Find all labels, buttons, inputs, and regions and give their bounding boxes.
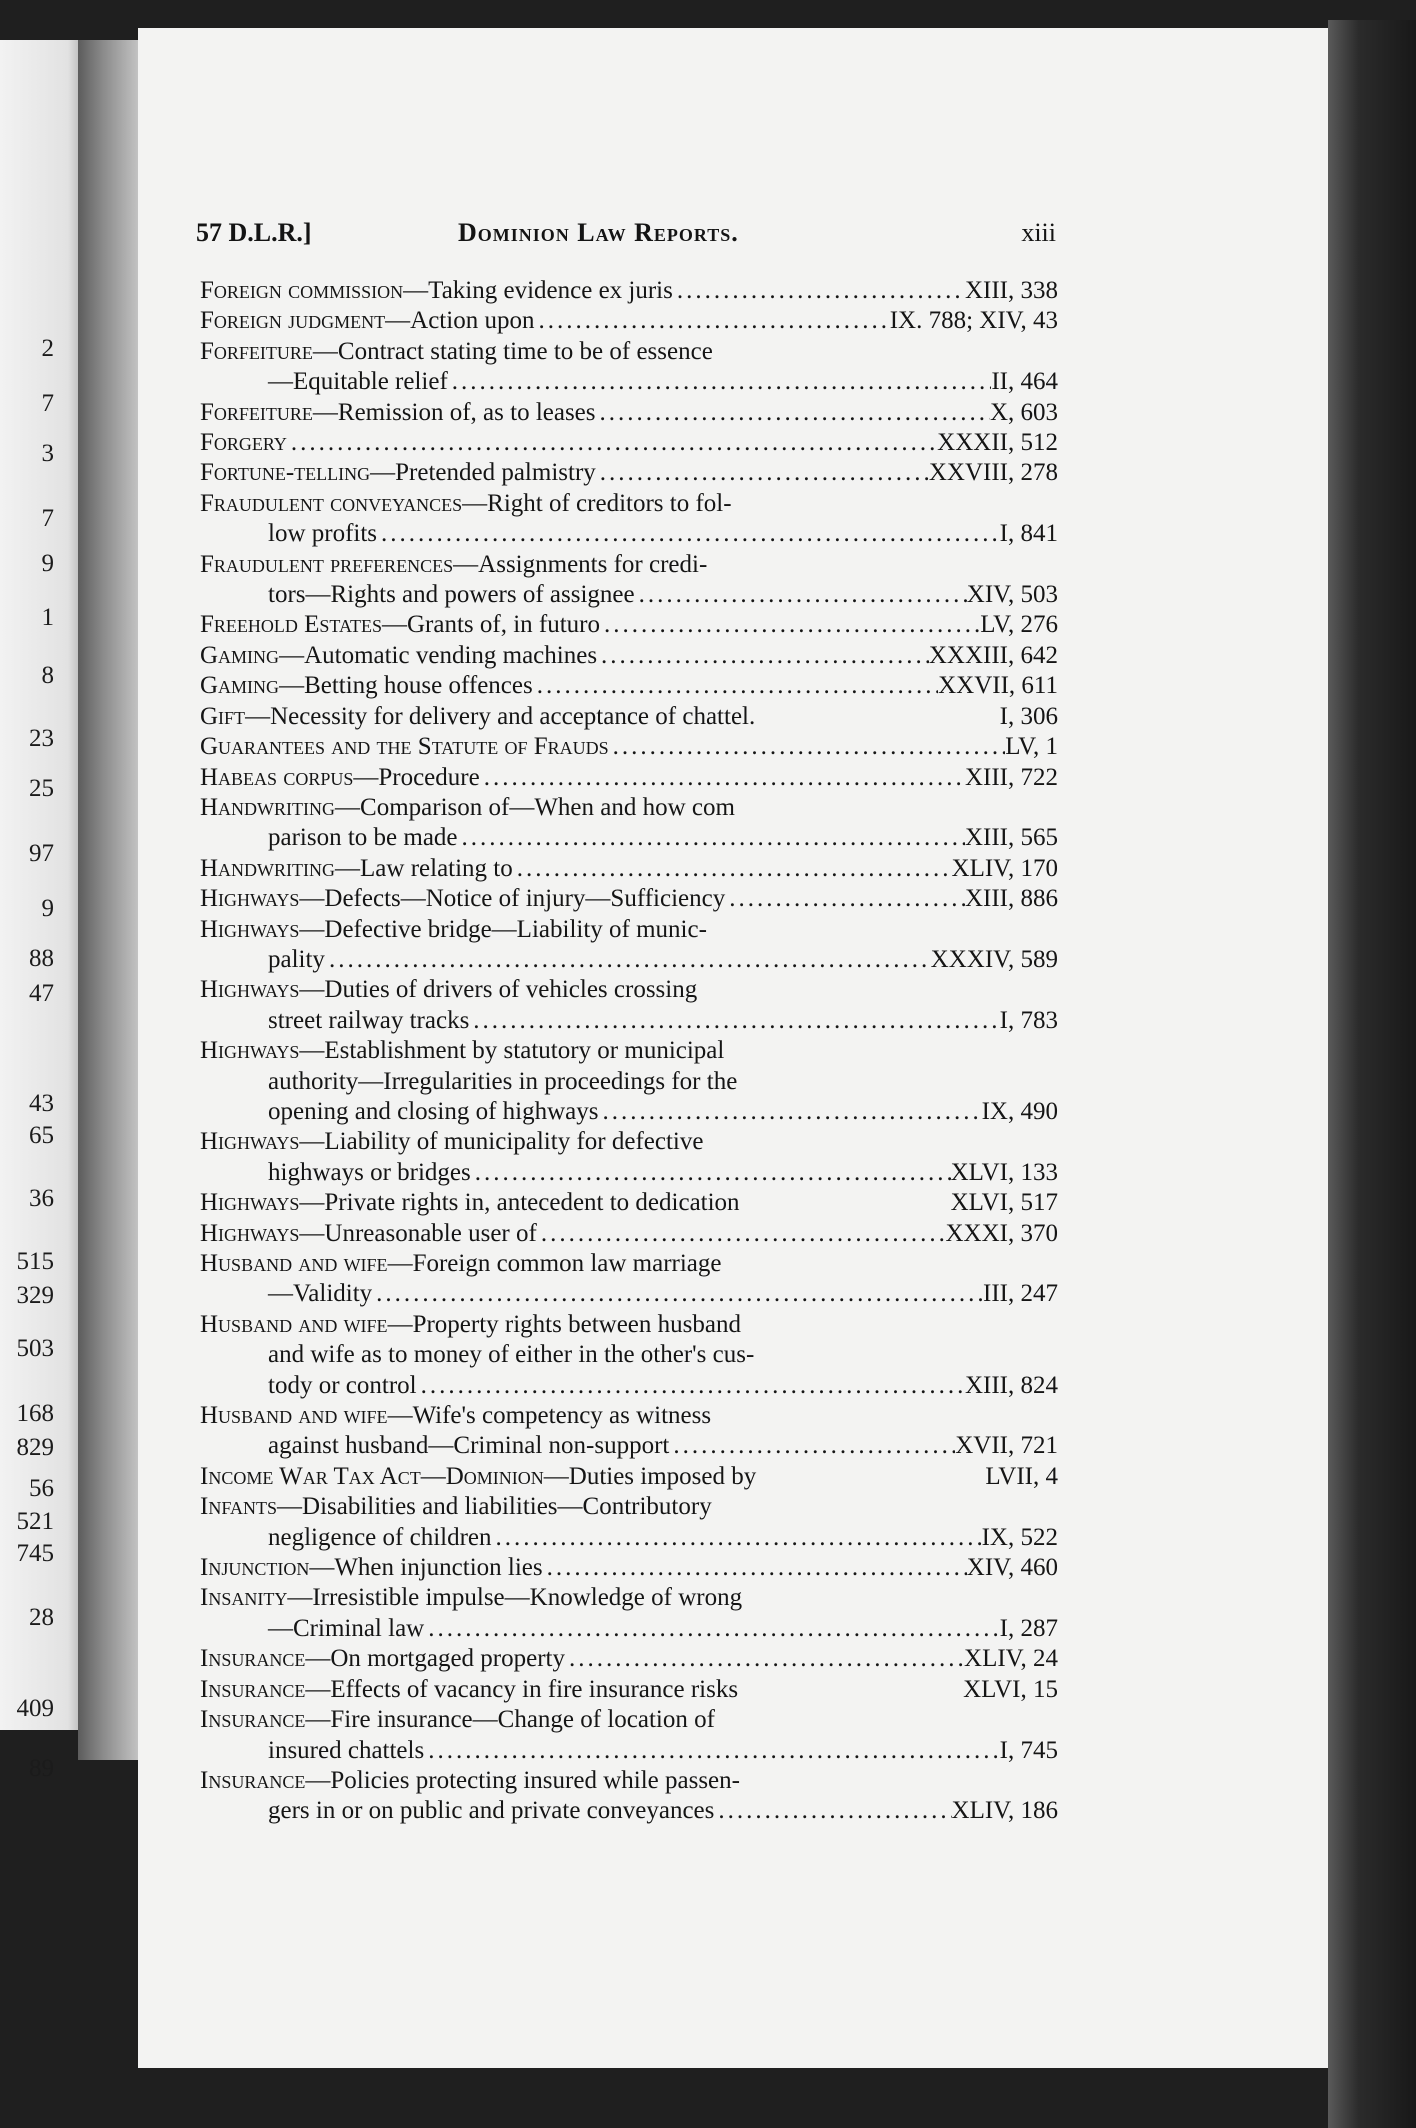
index-entry-line — [200, 1705, 1058, 1735]
dot-leader — [597, 641, 929, 671]
index-entry — [200, 915, 1058, 976]
left-page-number: 8 — [41, 662, 54, 689]
index-entry — [200, 732, 1058, 762]
entry-heading: Income War Tax Act—Dominion — [200, 1462, 544, 1490]
publication-title: Dominion Law Reports. — [458, 218, 739, 247]
index-entry-line — [200, 1340, 1058, 1370]
entry-text: —On mortgaged property — [305, 1645, 565, 1673]
index-entry — [200, 458, 1058, 488]
volume-page-reference: XLIV, 186 — [951, 1797, 1058, 1825]
entry-heading: Infants — [200, 1493, 278, 1521]
left-page-number: 23 — [29, 725, 54, 752]
dot-leader — [424, 1736, 999, 1766]
entry-heading: Insurance — [200, 1675, 306, 1703]
volume-label: 57 D.L.R.] — [196, 218, 312, 247]
dot-leader — [543, 1553, 967, 1583]
entry-heading: Guarantees and the Statute of Frauds — [200, 733, 609, 761]
index-entry-line — [200, 702, 1058, 732]
entry-heading: Insurance — [200, 1645, 306, 1673]
volume-page-reference: XIII, 886 — [964, 885, 1058, 913]
volume-page-reference: XXXII, 512 — [937, 429, 1058, 457]
volume-page-reference: II, 464 — [991, 368, 1058, 396]
index-entry-line — [200, 1431, 1058, 1461]
index-entry-line — [200, 1158, 1058, 1188]
left-page-number: 47 — [29, 980, 54, 1007]
left-page-number: 89 — [29, 1755, 54, 1782]
entry-text: —Validity — [268, 1280, 373, 1308]
entry-heading: Fraudulent preferences — [200, 550, 454, 578]
dot-leader — [565, 1644, 964, 1674]
index-entry-line — [200, 1279, 1058, 1309]
entry-text: —Equitable relief — [268, 368, 448, 396]
left-page-number: 329 — [16, 1282, 54, 1309]
index-entry-line — [200, 1583, 1058, 1613]
index-entry-line — [200, 1310, 1058, 1340]
entry-text: —Wife's competency as witness — [387, 1402, 712, 1430]
entry-heading: Insurance — [200, 1766, 306, 1794]
left-page-number: 2 — [41, 335, 54, 362]
index-entry-line — [200, 671, 1058, 701]
index-entry — [200, 1401, 1058, 1462]
volume-page-reference: IX, 490 — [981, 1097, 1058, 1125]
left-page-number: 43 — [29, 1090, 54, 1117]
dot-leader — [372, 1279, 983, 1309]
index-entry — [200, 550, 1058, 611]
entry-text: negligence of children — [268, 1523, 492, 1551]
entry-text: —Liability of municipality for defective — [299, 1128, 704, 1156]
index-entry — [200, 1675, 1058, 1705]
index-entry — [200, 276, 1058, 306]
volume-page-reference: XLIV, 170 — [951, 854, 1058, 882]
left-page-number: 65 — [29, 1122, 54, 1149]
index-entry — [200, 763, 1058, 793]
index-list — [200, 276, 1058, 1827]
volume-page-reference: XLIV, 24 — [964, 1645, 1058, 1673]
dot-leader — [513, 854, 952, 884]
index-entry-line — [200, 1188, 1058, 1218]
volume-page-reference: LV, 276 — [980, 611, 1058, 639]
dot-leader — [492, 1523, 982, 1553]
dot-leader — [448, 367, 992, 397]
left-page-number: 25 — [29, 775, 54, 802]
entry-text: parison to be made — [268, 824, 458, 852]
volume-page-reference: XIV, 503 — [966, 581, 1058, 609]
entry-heading: Gift — [200, 702, 246, 730]
entry-text: —Comparison of—When and how com — [335, 793, 735, 821]
index-entry — [200, 1553, 1058, 1583]
index-entry-line — [200, 1219, 1058, 1249]
entry-text: —Action upon — [385, 307, 535, 335]
index-entry — [200, 1219, 1058, 1249]
index-entry — [200, 975, 1058, 1036]
volume-page-reference: I, 841 — [999, 520, 1058, 548]
index-entry-line — [200, 610, 1058, 640]
volume-page-reference: XVII, 721 — [955, 1432, 1058, 1460]
entry-text: gers in or on public and private conveyances — [268, 1797, 715, 1825]
index-entry-line — [200, 1249, 1058, 1279]
index-entry-line — [200, 945, 1058, 975]
right-page-edge — [1328, 20, 1416, 2128]
index-entry-line — [200, 428, 1058, 458]
index-entry-line — [200, 489, 1058, 519]
volume-page-reference: XXXIV, 589 — [930, 945, 1058, 973]
entry-text: —Contract stating time to be of essence — [312, 337, 713, 365]
left-page-number: 9 — [41, 550, 54, 577]
entry-heading: Husband and wife — [200, 1402, 388, 1430]
index-entry — [200, 1705, 1058, 1766]
entry-text: —Betting house offences — [279, 672, 533, 700]
entry-heading: Highways — [200, 1037, 300, 1065]
entry-text: —When injunction lies — [309, 1554, 543, 1582]
dot-leader — [458, 823, 965, 853]
index-entry-line — [200, 1492, 1058, 1522]
entry-text: against husband—Criminal non-support — [268, 1432, 670, 1460]
index-entry-line — [200, 458, 1058, 488]
left-page-number: 97 — [29, 840, 54, 867]
left-page-number: 409 — [16, 1695, 54, 1722]
left-page-number: 3 — [41, 440, 54, 467]
left-page-number: 9 — [41, 895, 54, 922]
entry-text: —Procedure — [353, 763, 480, 791]
entry-heading: Highways — [200, 1219, 300, 1247]
dot-leader — [725, 884, 965, 914]
entry-heading: Fortune-telling — [200, 459, 371, 487]
dot-leader — [377, 519, 1000, 549]
index-entry — [200, 398, 1058, 428]
entry-heading: Freehold Estates — [200, 611, 382, 639]
entry-text: —Private rights in, antecedent to dedication — [299, 1189, 740, 1217]
index-entry-line — [200, 550, 1058, 580]
volume-page-reference: I, 783 — [999, 1006, 1058, 1034]
index-entry-line — [200, 732, 1058, 762]
left-page-number: 28 — [29, 1604, 54, 1631]
index-entry-line — [200, 1371, 1058, 1401]
index-entry — [200, 884, 1058, 914]
entry-heading: Highways — [200, 885, 300, 913]
entry-text: highways or bridges — [268, 1158, 471, 1186]
entry-heading: Forgery — [200, 429, 287, 457]
index-entry-line — [200, 1523, 1058, 1553]
entry-heading: Fraudulent conveyances — [200, 489, 463, 517]
dot-leader — [533, 671, 938, 701]
dot-leader — [673, 276, 965, 306]
index-entry — [200, 641, 1058, 671]
index-entry — [200, 1310, 1058, 1401]
index-entry-line — [200, 1006, 1058, 1036]
left-page-number: 36 — [29, 1185, 54, 1212]
volume-page-reference: I, 745 — [999, 1736, 1058, 1764]
index-entry — [200, 854, 1058, 884]
entry-text: insured chattels — [268, 1736, 425, 1764]
entry-heading: Foreign judgment — [200, 307, 386, 335]
entry-text: tors—Rights and powers of assignee — [268, 581, 635, 609]
index-entry-line — [200, 1766, 1058, 1796]
volume-page-reference: III, 247 — [983, 1280, 1058, 1308]
index-entry-line — [200, 915, 1058, 945]
entry-text: opening and closing of highways — [268, 1097, 599, 1125]
index-entry-line — [200, 1127, 1058, 1157]
entry-heading: Forfeiture — [200, 398, 313, 426]
volume-page-reference: XLVI, 517 — [950, 1189, 1058, 1217]
volume-page-reference: XIII, 565 — [964, 824, 1058, 852]
entry-text: —Defective bridge—Liability of munic- — [299, 915, 707, 943]
entry-text: —Assignments for credi- — [453, 550, 708, 578]
dot-leader — [287, 428, 937, 458]
entry-text: low profits — [268, 520, 378, 548]
volume-page-reference: I, 306 — [999, 702, 1058, 730]
dot-leader — [417, 1371, 965, 1401]
dot-leader — [471, 1158, 951, 1188]
dot-leader — [480, 763, 965, 793]
entry-heading: Foreign commission — [200, 277, 404, 304]
entry-text: —Fire insurance—Change of location of — [305, 1706, 715, 1734]
entry-text: —Remission of, as to leases — [312, 398, 596, 426]
left-page-number: 1 — [41, 604, 54, 631]
dot-leader — [669, 1431, 955, 1461]
dot-leader — [325, 945, 931, 975]
dot-leader — [635, 580, 967, 610]
entry-heading: Husband and wife — [200, 1310, 388, 1338]
index-entry — [200, 1188, 1058, 1218]
index-entry-line — [200, 367, 1058, 397]
entry-text: —Establishment by statutory or municipal — [299, 1037, 725, 1065]
index-entry-line — [200, 1097, 1058, 1127]
entry-heading: Highways — [200, 976, 300, 1004]
entry-text: —Duties imposed by — [543, 1462, 757, 1490]
dot-leader — [596, 398, 990, 428]
entry-heading: Highways — [200, 915, 300, 943]
entry-text: tody or control — [268, 1371, 417, 1399]
entry-text: pality — [268, 945, 325, 973]
volume-page-reference: XIV, 460 — [966, 1554, 1058, 1582]
index-entry-line — [200, 337, 1058, 367]
index-entry — [200, 1127, 1058, 1188]
entry-text: —Grants of, in futuro — [381, 611, 601, 639]
entry-heading: Injunction — [200, 1554, 310, 1582]
entry-heading: Highways — [200, 1189, 300, 1217]
index-entry — [200, 793, 1058, 854]
entry-heading: Highways — [200, 1128, 300, 1156]
index-entry-line — [200, 1067, 1058, 1097]
volume-page-reference: XXVII, 611 — [938, 672, 1058, 700]
index-entry — [200, 671, 1058, 701]
index-entry-line — [200, 398, 1058, 428]
entry-heading: Insanity — [200, 1584, 288, 1612]
index-entry-line — [200, 1796, 1058, 1826]
left-page-number: 521 — [16, 1508, 54, 1535]
entry-text: street railway tracks — [268, 1006, 470, 1034]
left-page-number: 56 — [29, 1475, 54, 1502]
entry-text: —Unreasonable user of — [299, 1219, 537, 1247]
index-entry-line — [200, 1644, 1058, 1674]
entry-text: —Automatic vending machines — [279, 641, 598, 669]
index-entry-line — [200, 793, 1058, 823]
index-entry-line — [200, 580, 1058, 610]
dot-leader — [599, 1097, 982, 1127]
index-entry-line — [200, 1614, 1058, 1644]
index-entry-line — [200, 823, 1058, 853]
entry-heading: Handwriting — [200, 793, 336, 821]
volume-page-reference: XXXIII, 642 — [928, 641, 1058, 669]
entry-heading: Habeas corpus — [200, 763, 354, 791]
entry-heading: Handwriting — [200, 854, 336, 882]
volume-page-reference: I, 287 — [999, 1614, 1058, 1642]
left-page-number: 7 — [41, 505, 54, 532]
left-page-number: 515 — [16, 1248, 54, 1275]
dot-leader — [424, 1614, 999, 1644]
index-entry — [200, 1644, 1058, 1674]
left-page-number: 503 — [16, 1335, 54, 1362]
left-page-number: 88 — [29, 945, 54, 972]
entry-text: —Criminal law — [268, 1614, 425, 1642]
left-page-margin-numbers — [0, 0, 60, 2128]
volume-page-reference: XIII, 824 — [964, 1371, 1058, 1399]
index-entry — [200, 337, 1058, 398]
running-header — [196, 218, 1056, 258]
volume-page-reference: XIII, 722 — [964, 763, 1058, 791]
entry-text: —Policies protecting insured while passen- — [305, 1766, 740, 1794]
index-entry — [200, 306, 1058, 336]
index-entry-line — [200, 276, 1058, 306]
index-entry-line — [200, 1462, 1058, 1492]
volume-page-reference: XXVIII, 278 — [928, 459, 1058, 487]
volume-page-reference: XLVI, 15 — [963, 1675, 1058, 1703]
entry-heading: Gaming — [200, 641, 280, 669]
dot-leader — [534, 306, 889, 336]
volume-page-reference: X, 603 — [989, 398, 1058, 426]
page-numeral: xiii — [1021, 218, 1056, 247]
volume-page-reference: XXXI, 370 — [945, 1219, 1058, 1247]
dot-leader — [600, 610, 980, 640]
entry-text: authority—Irregularities in proceedings for the — [268, 1067, 738, 1095]
index-entry — [200, 610, 1058, 640]
index-entry-line — [200, 306, 1058, 336]
index-entry-line — [200, 975, 1058, 1005]
entry-text: —Pretended palmistry — [370, 459, 596, 487]
entry-text: —Irresistible impulse—Knowledge of wrong — [287, 1584, 743, 1612]
left-page-number: 7 — [41, 390, 54, 417]
index-entry — [200, 702, 1058, 732]
left-page-number: 829 — [16, 1434, 54, 1461]
entry-heading: Insurance — [200, 1706, 306, 1734]
index-entry-line — [200, 763, 1058, 793]
index-entry-line — [200, 1401, 1058, 1431]
dot-leader — [609, 732, 1006, 762]
index-entry-line — [200, 519, 1058, 549]
entry-text: —Property rights between husband — [387, 1310, 741, 1338]
index-entry-line — [200, 884, 1058, 914]
entry-heading: Gaming — [200, 672, 280, 700]
entry-text: —Defects—Notice of injury—Sufficiency — [299, 885, 726, 913]
dot-leader — [596, 458, 929, 488]
index-entry-line — [200, 1675, 1058, 1705]
entry-text: —Effects of vacancy in fire insurance risks — [305, 1675, 739, 1703]
index-entry-line — [200, 854, 1058, 884]
volume-page-reference: LVII, 4 — [985, 1462, 1058, 1490]
index-entry-line — [200, 641, 1058, 671]
volume-page-reference: XIII, 338 — [964, 277, 1058, 304]
entry-heading: Husband and wife — [200, 1250, 388, 1277]
left-page-number: 168 — [16, 1400, 54, 1427]
entry-text: —Law relating to — [335, 854, 513, 882]
index-entry — [200, 1036, 1058, 1127]
volume-page-reference: LV, 1 — [1005, 733, 1058, 761]
entry-text: —Taking evidence ex juris — [403, 277, 673, 304]
index-entry — [200, 489, 1058, 550]
index-entry — [200, 1249, 1058, 1310]
volume-page-reference: IX, 522 — [981, 1523, 1058, 1551]
index-entry — [200, 1766, 1058, 1827]
entry-text: —Right of creditors to fol- — [462, 489, 732, 517]
index-entry-line — [200, 1736, 1058, 1766]
entry-heading: Forfeiture — [200, 337, 313, 365]
index-entry — [200, 1583, 1058, 1644]
left-page-number: 745 — [16, 1540, 54, 1567]
index-entry — [200, 1492, 1058, 1553]
index-entry — [200, 1462, 1058, 1492]
dot-leader — [714, 1796, 951, 1826]
entry-text: and wife as to money of either in the other's cus- — [268, 1341, 755, 1369]
index-entry-line — [200, 1036, 1058, 1066]
volume-page-reference: XLVI, 133 — [950, 1158, 1058, 1186]
index-entry — [200, 428, 1058, 458]
entry-text: —Foreign common law marriage — [387, 1250, 722, 1277]
index-entry-line — [200, 1553, 1058, 1583]
dot-leader — [469, 1006, 999, 1036]
dot-leader — [537, 1219, 946, 1249]
entry-text: —Disabilities and liabilities—Contributory — [277, 1493, 712, 1521]
entry-text: —Duties of drivers of vehicles crossing — [299, 976, 698, 1004]
volume-page-reference: IX. 788; XIV, 43 — [889, 307, 1058, 335]
entry-text: —Necessity for delivery and acceptance of chattel. — [245, 702, 756, 730]
